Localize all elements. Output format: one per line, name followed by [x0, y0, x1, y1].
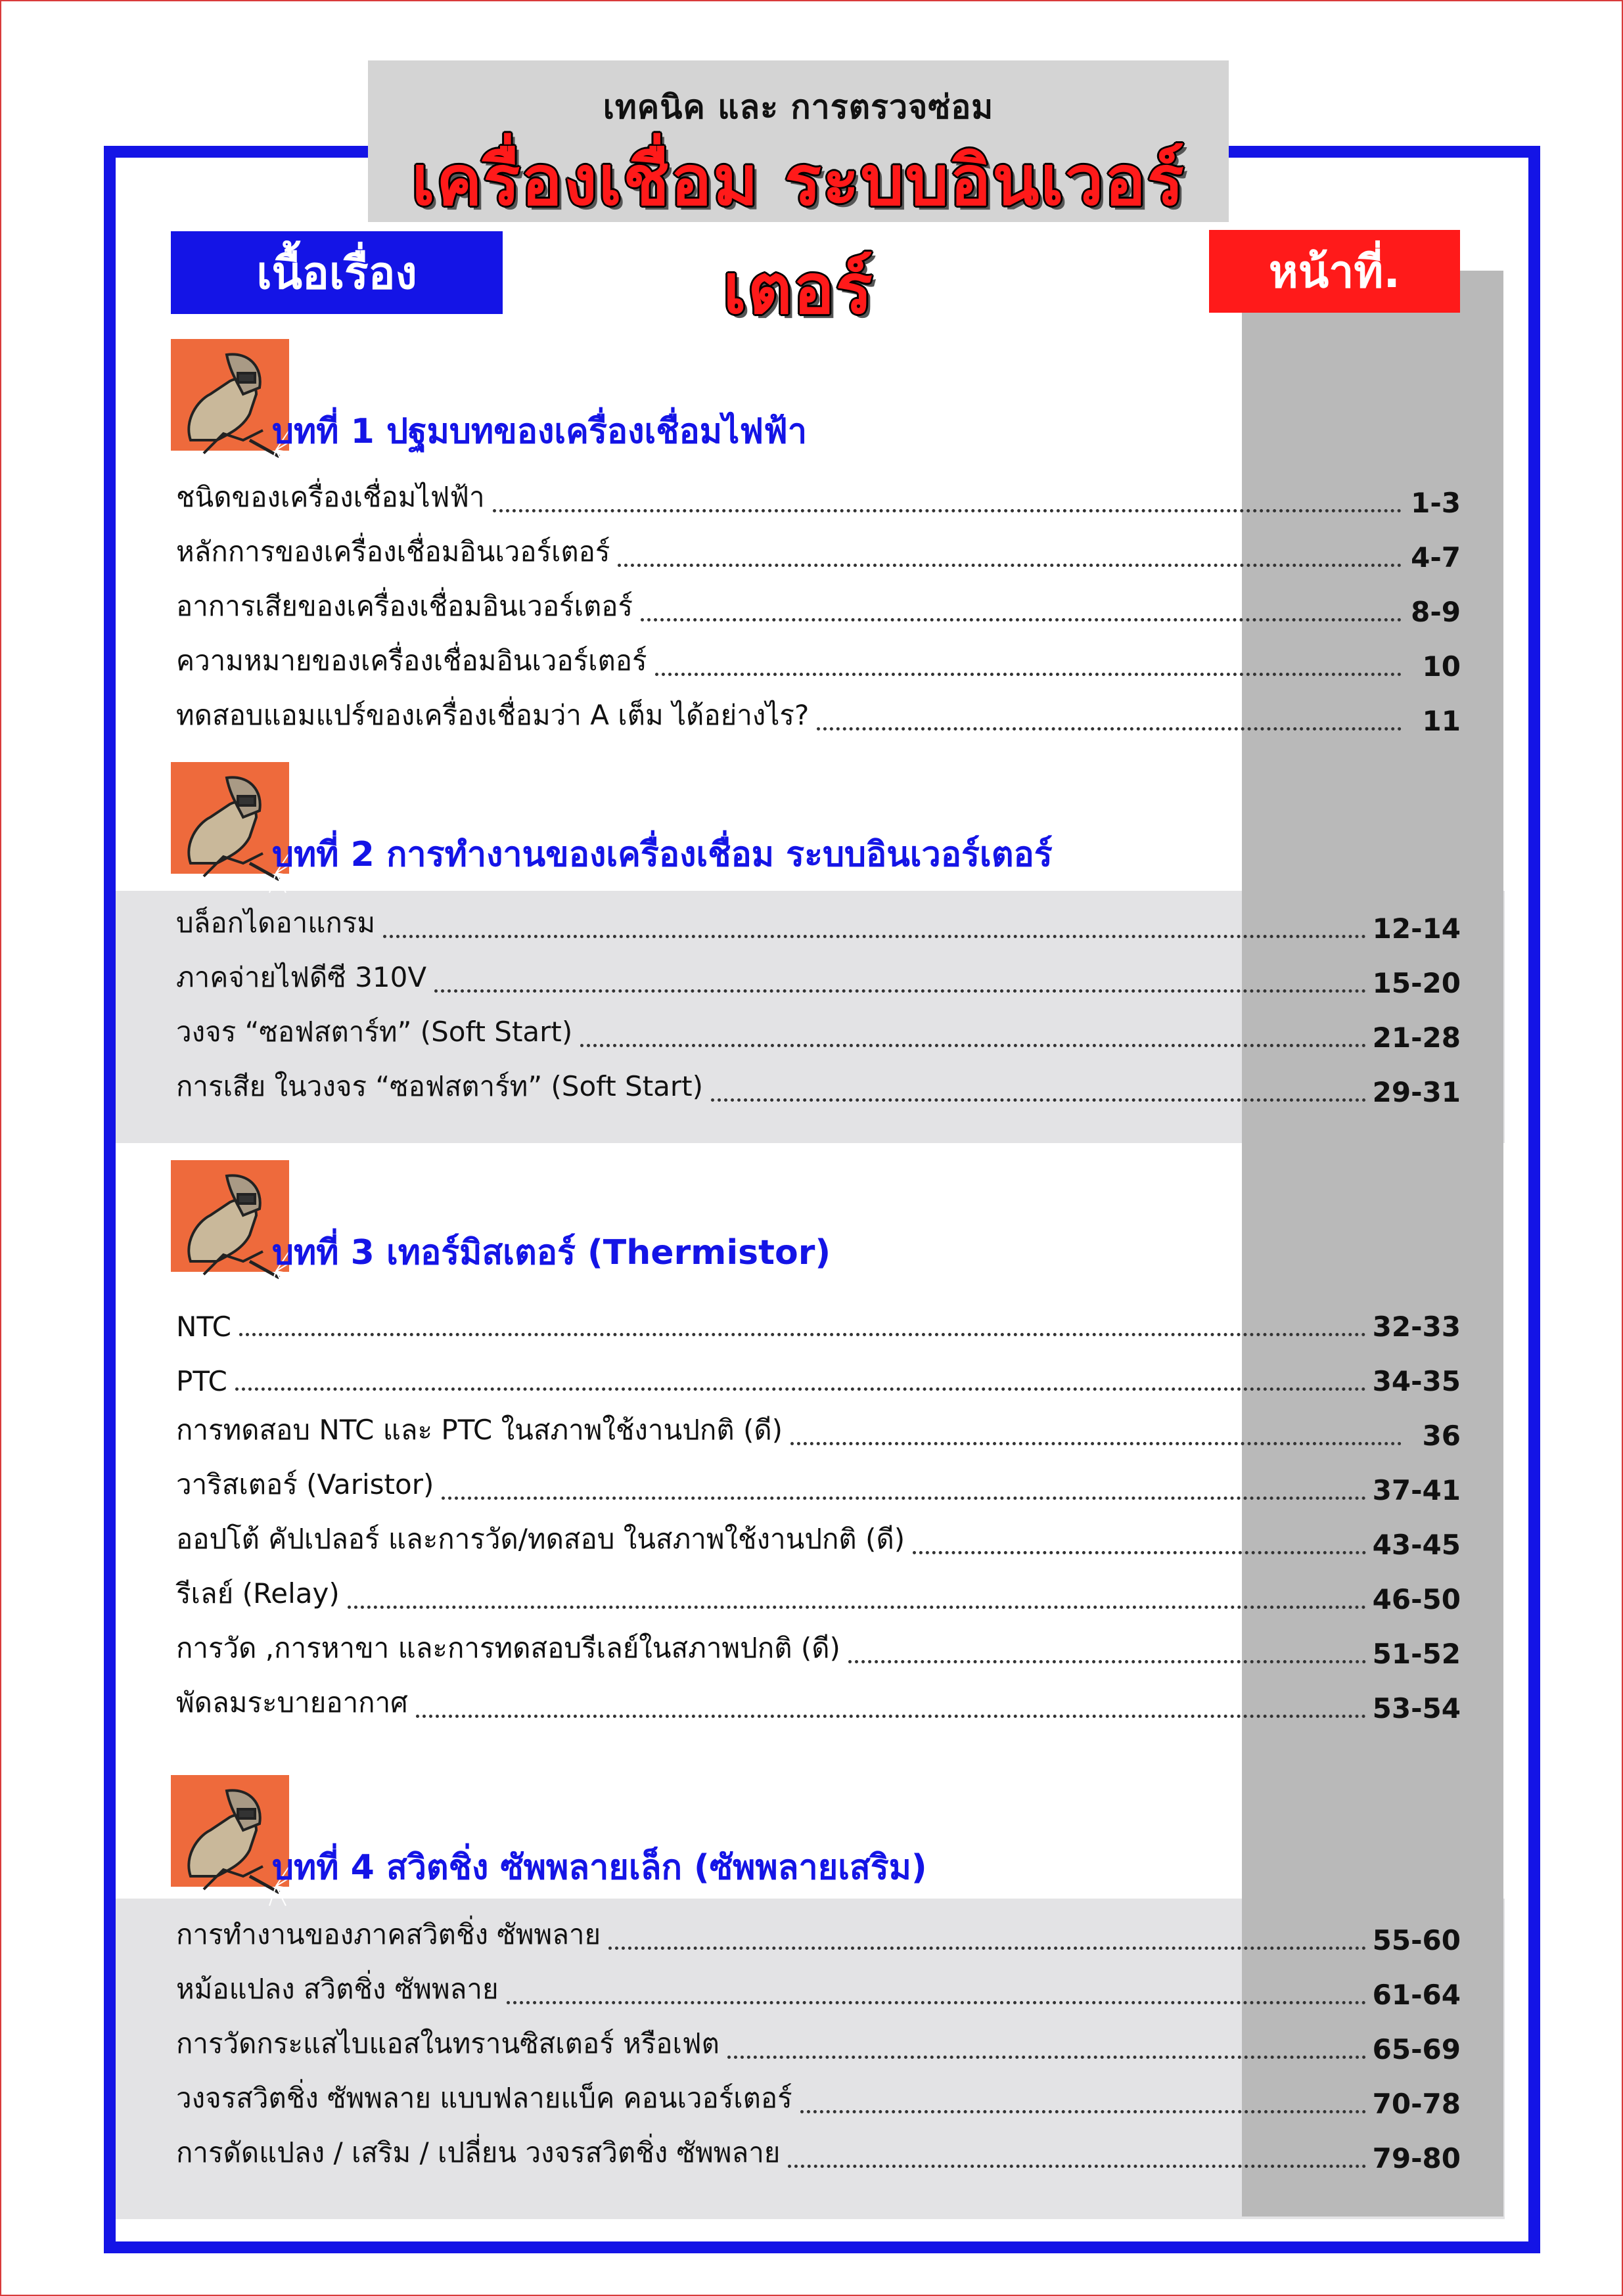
entry-title: หลักการของเครื่องเชื่อมอินเวอร์เตอร์ — [176, 535, 610, 568]
toc-entry — [176, 2079, 1461, 2120]
dot-leader — [655, 673, 1402, 676]
dot-leader — [788, 2165, 1365, 2168]
page-number: 11 — [1422, 705, 1461, 737]
dot-leader — [800, 2110, 1366, 2113]
welder-icon — [171, 339, 289, 451]
entry-title: วงจร “ซอฟสตาร์ท” (Soft Start) — [176, 1016, 573, 1048]
page-number: 55-60 — [1372, 1924, 1461, 1956]
entry-title: ทดสอบแอมแปร์ของเครื่องเชื่อมว่า A เต็ม ได้อย่างไร? — [176, 699, 810, 731]
toc-entry — [176, 587, 1461, 628]
page-number: 29-31 — [1372, 1076, 1461, 1108]
page-number: 21-28 — [1372, 1022, 1461, 1054]
page-number: 46-50 — [1372, 1583, 1461, 1615]
page-number: 79-80 — [1372, 2142, 1461, 2174]
toc-entry — [176, 1520, 1461, 1561]
page-number: 32-33 — [1372, 1311, 1461, 1343]
toc-entry — [176, 1575, 1461, 1615]
entry-title: ภาคจ่ายไฟดีซี 310V — [176, 961, 427, 993]
toc-entry — [176, 478, 1461, 519]
page-number: 15-20 — [1372, 967, 1461, 999]
dot-leader — [711, 1098, 1366, 1102]
page-number: 70-78 — [1372, 2088, 1461, 2120]
entry-title: การทำงานของภาคสวิตชิ่ง ซัพพลาย — [176, 1918, 601, 1950]
page-number: 43-45 — [1372, 1529, 1461, 1561]
page-number: 37-41 — [1372, 1474, 1461, 1506]
page-number: 10 — [1422, 650, 1461, 683]
entry-title: NTC — [176, 1311, 231, 1343]
entry-title: วาริสเตอร์ (Varistor) — [176, 1468, 434, 1500]
entry-title: การทดสอบ NTC และ PTC ในสภาพใช้งานปกติ (ดี) — [176, 1414, 783, 1446]
dot-leader — [848, 1660, 1366, 1663]
page-number: 61-64 — [1372, 1979, 1461, 2011]
dot-leader — [348, 1606, 1366, 1609]
dot-leader — [235, 1387, 1366, 1391]
page-number: 12-14 — [1372, 912, 1461, 945]
toc-entry — [176, 533, 1461, 574]
page-number: 1-3 — [1411, 487, 1461, 519]
dot-leader — [817, 727, 1402, 731]
dot-leader — [442, 1497, 1365, 1500]
toc-entry — [176, 1684, 1461, 1724]
toc-entry — [176, 1466, 1461, 1506]
toc-entry — [176, 1013, 1461, 1054]
entry-title: PTC — [176, 1365, 227, 1397]
header-subtitle: เทคนิค และ การตรวจซ่อม — [603, 88, 994, 126]
toc-entry — [176, 1357, 1461, 1397]
entry-title: พัดลมระบายอากาศ — [176, 1686, 408, 1719]
dot-leader — [493, 509, 1402, 512]
toc-entry — [176, 1411, 1461, 1452]
welder-icon — [171, 1160, 289, 1272]
toc-entry — [176, 2025, 1461, 2065]
dot-leader — [618, 564, 1402, 567]
entry-title: วงจรสวิตชิ่ง ซัพพลาย แบบฟลายแบ็ค คอนเวอร์เตอร์ — [176, 2082, 792, 2114]
entry-title: การเสีย ในวงจร “ซอฟสตาร์ท” (Soft Start) — [176, 1070, 704, 1102]
chapter-1-title: บทที่ 1 ปฐมบทของเครื่องเชื่อมไฟฟ้า — [272, 412, 808, 451]
chapter-4-title: บทที่ 4 สวิตชิ่ง ซัพพลายเล็ก (ซัพพลายเสริม) — [272, 1848, 927, 1887]
entry-title: ออปโต้ คัปเปลอร์ และการวัด/ทดสอบ ในสภาพใช้งานปกติ (ดี) — [176, 1523, 905, 1555]
entry-title: การดัดแปลง / เสริม / เปลี่ยน วงจรสวิตชิ่ง ซัพพลาย — [176, 2136, 781, 2169]
dot-leader — [434, 989, 1366, 993]
page-number: 34-35 — [1372, 1365, 1461, 1397]
toc-entry — [176, 642, 1461, 683]
entry-title: อาการเสียของเครื่องเชื่อมอินเวอร์เตอร์ — [176, 590, 633, 622]
toc-entry — [176, 696, 1461, 737]
chapter-3-title: บทที่ 3 เทอร์มิสเตอร์ (Thermistor) — [272, 1233, 831, 1272]
entry-title: ชนิดของเครื่องเชื่อมไฟฟ้า — [176, 481, 485, 513]
toc-entry — [176, 1970, 1461, 2011]
entry-title: การวัด ,การหาขา และการทดสอบรีเลย์ในสภาพปกติ (ดี) — [176, 1632, 840, 1664]
header-title: เครื่องเชื่อม ระบบอินเวอร์เตอร์ — [411, 141, 1185, 329]
welder-icon — [171, 1775, 289, 1887]
toc-entry — [176, 1302, 1461, 1343]
dot-leader — [416, 1715, 1366, 1718]
toc-entry — [176, 904, 1461, 945]
dot-leader — [383, 935, 1366, 938]
toc-entry — [176, 958, 1461, 999]
page-number: 51-52 — [1372, 1638, 1461, 1670]
welder-icon — [171, 762, 289, 874]
page-number: 36 — [1422, 1420, 1461, 1452]
page-number: 4-7 — [1411, 541, 1461, 574]
header-banner — [368, 60, 1229, 329]
toc-entry — [176, 1068, 1461, 1108]
dot-leader — [641, 618, 1402, 621]
chapter-2-title: บทที่ 2 การทำงานของเครื่องเชื่อม ระบบอินเวอร์เตอร์ — [272, 835, 1053, 874]
page-number: 53-54 — [1372, 1692, 1461, 1724]
page-number: 65-69 — [1372, 2033, 1461, 2065]
entry-title: หม้อแปลง สวิตชิ่ง ซัพพลาย — [176, 1973, 499, 2005]
dot-leader — [913, 1551, 1366, 1554]
dot-leader — [580, 1044, 1365, 1047]
toc-entry — [176, 1629, 1461, 1670]
entry-title: รีเลย์ (Relay) — [176, 1577, 340, 1609]
entry-title: การวัดกระแสไบแอสในทรานซิสเตอร์ หรือเฟต — [176, 2027, 720, 2060]
page-number: 8-9 — [1411, 596, 1461, 628]
toc-entry — [176, 2134, 1461, 2174]
page-label: หน้าที่. — [1209, 230, 1460, 313]
entry-title: บล็อกไดอาแกรม — [176, 907, 376, 939]
dot-leader — [790, 1442, 1402, 1445]
dot-leader — [239, 1333, 1366, 1336]
entry-title: ความหมายของเครื่องเชื่อมอินเวอร์เตอร์ — [176, 644, 647, 677]
toc-entry — [176, 1916, 1461, 1956]
dot-leader — [608, 1947, 1366, 1950]
contents-label: เนื้อเรื่อง — [171, 231, 503, 314]
dot-leader — [507, 2001, 1366, 2004]
dot-leader — [727, 2056, 1366, 2059]
